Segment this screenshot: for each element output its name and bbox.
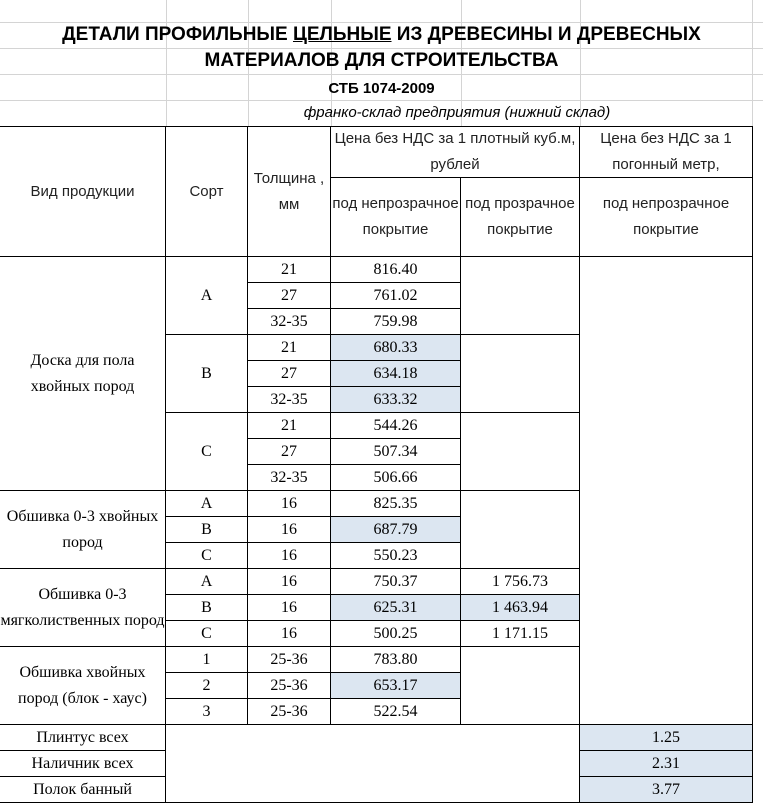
- product-name-cell: Обшивка 0-3 хвойных пород: [0, 490, 166, 569]
- price-transparent-cell: [460, 256, 580, 335]
- title-part: ДЕТАЛИ ПРОФИЛЬНЫЕ: [62, 24, 293, 45]
- thickness-cell: 21: [247, 256, 331, 283]
- price-transparent-cell: 1 756.73: [460, 568, 580, 595]
- thickness-cell: 16: [247, 490, 331, 517]
- linear-item-name: Плинтус всех: [0, 724, 166, 751]
- linear-item-name: Наличник всех: [0, 750, 166, 777]
- price-opaque-cell: 633.32: [330, 386, 461, 413]
- doc-title-line2: МАТЕРИАЛОВ ДЛЯ СТРОИТЕЛЬСТВА: [204, 50, 559, 71]
- price-opaque-cell: 550.23: [330, 542, 461, 569]
- thickness-cell: 27: [247, 360, 331, 387]
- price-opaque-cell: 750.37: [330, 568, 461, 595]
- linear-item-price: 2.31: [579, 750, 753, 777]
- price-opaque-cell: 507.34: [330, 438, 461, 465]
- price-transparent-cell: 1 171.15: [460, 620, 580, 647]
- price-opaque-cell: 653.17: [330, 672, 461, 699]
- price-opaque-cell: 783.80: [330, 646, 461, 673]
- header-grade: Сорт: [165, 126, 248, 257]
- thickness-cell: 32-35: [247, 386, 331, 413]
- title-part: ИЗ ДРЕВЕСИНЫ И ДРЕВЕСНЫХ: [391, 24, 701, 45]
- thickness-cell: 32-35: [247, 308, 331, 335]
- title-underlined-word: ЦЕЛЬНЫЕ: [292, 24, 392, 45]
- grade-cell: B: [165, 594, 248, 621]
- price-opaque-cell: 816.40: [330, 256, 461, 283]
- price-transparent-cell: 1 463.94: [460, 594, 580, 621]
- header-linear-opaque: под непрозрачное покрытие: [579, 177, 753, 257]
- price-opaque-cell: 544.26: [330, 412, 461, 439]
- linear-item-price: 3.77: [579, 776, 753, 803]
- thickness-cell: 16: [247, 594, 331, 621]
- thickness-cell: 27: [247, 438, 331, 465]
- grade-cell: C: [165, 542, 248, 569]
- grade-cell: B: [165, 334, 248, 413]
- thickness-cell: 16: [247, 542, 331, 569]
- thickness-cell: 16: [247, 516, 331, 543]
- linear-item-name: Полок банный: [0, 776, 166, 803]
- price-opaque-cell: 761.02: [330, 282, 461, 309]
- price-opaque-cell: 687.79: [330, 516, 461, 543]
- price-linear-cell: [579, 256, 753, 725]
- grade-cell: 3: [165, 698, 248, 725]
- price-opaque-cell: 759.98: [330, 308, 461, 335]
- grade-cell: B: [165, 516, 248, 543]
- price-opaque-cell: 506.66: [330, 464, 461, 491]
- price-transparent-cell: [460, 490, 580, 569]
- product-name-cell: Доска для пола хвойных пород: [0, 256, 166, 491]
- doc-subtitle: франко-склад предприятия (нижний склад): [303, 104, 611, 121]
- price-opaque-cell: 625.31: [330, 594, 461, 621]
- product-name-cell: Обшивка 0-3 мягколиственных пород: [0, 568, 166, 647]
- doc-title-line1: [0, 22, 763, 48]
- product-name-cell: Обшивка хвойных пород (блок - хаус): [0, 646, 166, 725]
- price-opaque-cell: 680.33: [330, 334, 461, 361]
- thickness-cell: 25-36: [247, 698, 331, 725]
- price-opaque-cell: 522.54: [330, 698, 461, 725]
- thickness-cell: 16: [247, 620, 331, 647]
- thickness-cell: 25-36: [247, 672, 331, 699]
- grade-cell: 1: [165, 646, 248, 673]
- header-price-linear: Цена без НДС за 1 погонный метр,: [579, 126, 753, 178]
- header-transparent: под прозрачное покрытие: [460, 177, 580, 257]
- grade-cell: C: [165, 620, 248, 647]
- thickness-cell: 32-35: [247, 464, 331, 491]
- header-product: Вид продукции: [0, 126, 166, 257]
- price-transparent-cell: [460, 412, 580, 491]
- thickness-cell: 21: [247, 334, 331, 361]
- thickness-cell: 16: [247, 568, 331, 595]
- grade-cell: C: [165, 412, 248, 491]
- standard-code: СТБ 1074-2009: [328, 80, 435, 97]
- grade-cell: A: [165, 490, 248, 517]
- grade-cell: 2: [165, 672, 248, 699]
- price-opaque-cell: 634.18: [330, 360, 461, 387]
- grade-cell: A: [165, 256, 248, 335]
- blank-merged-cell: [165, 724, 580, 803]
- price-transparent-cell: [460, 334, 580, 413]
- price-opaque-cell: 500.25: [330, 620, 461, 647]
- thickness-cell: 25-36: [247, 646, 331, 673]
- price-opaque-cell: 825.35: [330, 490, 461, 517]
- thickness-cell: 21: [247, 412, 331, 439]
- header-price-cubic: Цена без НДС за 1 плотный куб.м, рублей: [330, 126, 580, 178]
- thickness-cell: 27: [247, 282, 331, 309]
- grade-cell: A: [165, 568, 248, 595]
- price-transparent-cell: [460, 646, 580, 725]
- header-thickness: Толщина , мм: [247, 126, 331, 257]
- header-opaque: под непрозрачное покрытие: [330, 177, 461, 257]
- linear-item-price: 1.25: [579, 724, 753, 751]
- price-table: [0, 127, 763, 803]
